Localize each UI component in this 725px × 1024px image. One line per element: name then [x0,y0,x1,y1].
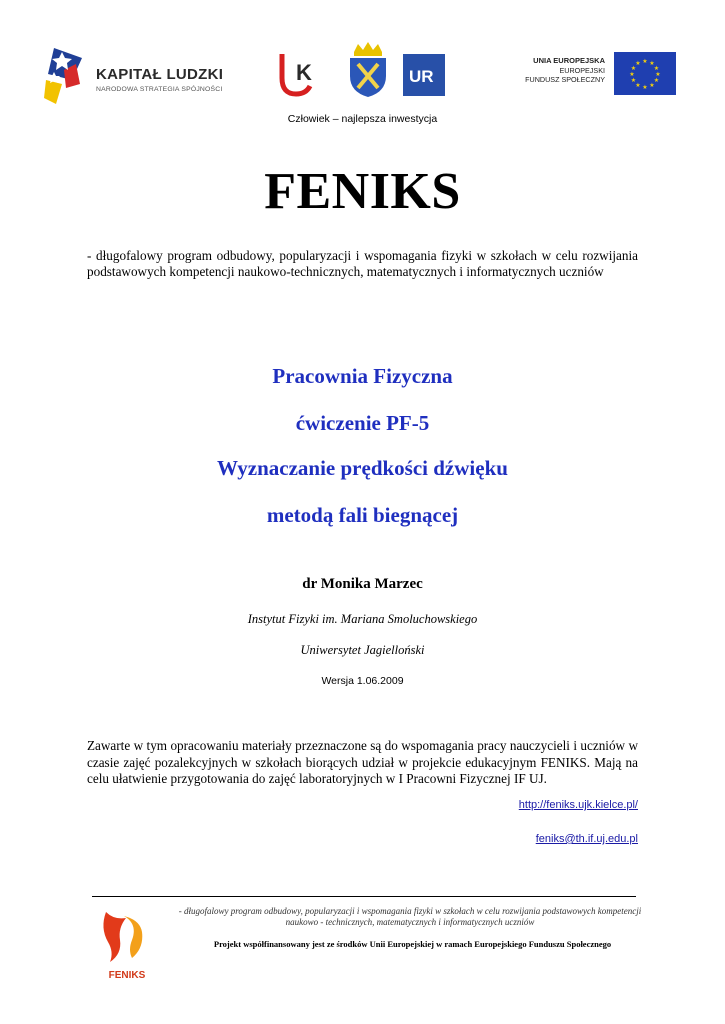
svg-text:★: ★ [635,82,641,89]
svg-text:★: ★ [630,65,637,72]
heading-exercise: ćwiczenie PF-5 [295,411,430,435]
university-crest [346,42,390,98]
author: dr Monika Marzec [302,576,423,592]
svg-text:★: ★ [655,71,661,78]
footer-program-text: - długofalowy program odbudowy, popularyzacji i wspomagania fizyki w szkołach w celu rozwijania podstawowych kompetencji naukowo - technicznych, matematycznych i informatycznych uczniów [178,906,642,927]
svg-text:★: ★ [642,84,648,91]
eu-label-line2: EUROPEJSKI [559,66,605,75]
intro-paragraph: - długofalowy program odbudowy, popularyzacji i wspomagania fizyki w szkołach w celu rozwijania podstawowych kompetencji naukowo-technicznych, matematycznych i informatycznych uczniów [87,248,638,279]
heading-pracownia: Pracownia Fizyczna [272,364,453,388]
heading-topic-line2: metodą fali biegnącej [266,503,459,527]
svg-text:UR: UR [409,67,434,86]
svg-text:★: ★ [649,82,655,89]
svg-text:★: ★ [629,71,635,78]
svg-text:★: ★ [653,77,660,84]
svg-text:★: ★ [653,65,660,72]
description-paragraph: Zawarte w tym opracowaniu materiały przeznaczone są do wspomagania pracy nauczycieli i uczniów w czasie zajęć pozalekcyjnych w szkołach biorących udział w projekcie edukacyjnym FENIKS. Mają na celu ułatwienie przygotowania do zajęć laboratoryjnych w I Pracowni Fizycznej IF UJ. [87,738,638,786]
eu-label-line3: FUNDUSZ SPOŁECZNY [525,75,605,84]
ujk-logo [276,50,336,100]
kapital-ludzki-title: KAPITAŁ LUDZKI [96,66,224,83]
svg-text:K: K [296,60,312,85]
svg-text:★: ★ [642,58,648,65]
footer-logo-text: FENIKS [108,970,146,981]
document-title: FENIKS [264,163,461,220]
eu-flag-icon [614,52,676,95]
kapital-ludzki-subtitle: NARODOWA STRATEGIA SPÓJNOŚCI [96,86,223,93]
university: Uniwersytet Jagielloński [300,643,425,657]
svg-text:★: ★ [630,77,637,84]
heading-topic-line1: Wyznaczanie prędkości dźwięku [217,456,508,480]
motto: Człowiek – najlepsza inwestycja [287,113,438,125]
ur-logo [403,54,445,96]
feniks-footer-logo [92,906,162,982]
email-link[interactable]: feniks@th.if.uj.edu.pl [535,833,638,845]
eu-label-line1: UNIA EUROPEJSKA [533,56,605,65]
institute: Instytut Fizyki im. Mariana Smoluchowskiego [247,612,478,626]
eu-fund-label [512,56,605,84]
website-link[interactable]: http://feniks.ujk.kielce.pl/ [518,799,638,811]
svg-text:★: ★ [649,60,655,67]
footer-cofinance-text: Projekt współfinansowany jest ze środków Unii Europejskiej w ramach Europejskiego Funduszu Społecznego [213,939,612,949]
footer-divider [92,896,636,897]
svg-text:★: ★ [635,60,641,67]
version: Wersja 1.06.2009 [321,675,404,687]
